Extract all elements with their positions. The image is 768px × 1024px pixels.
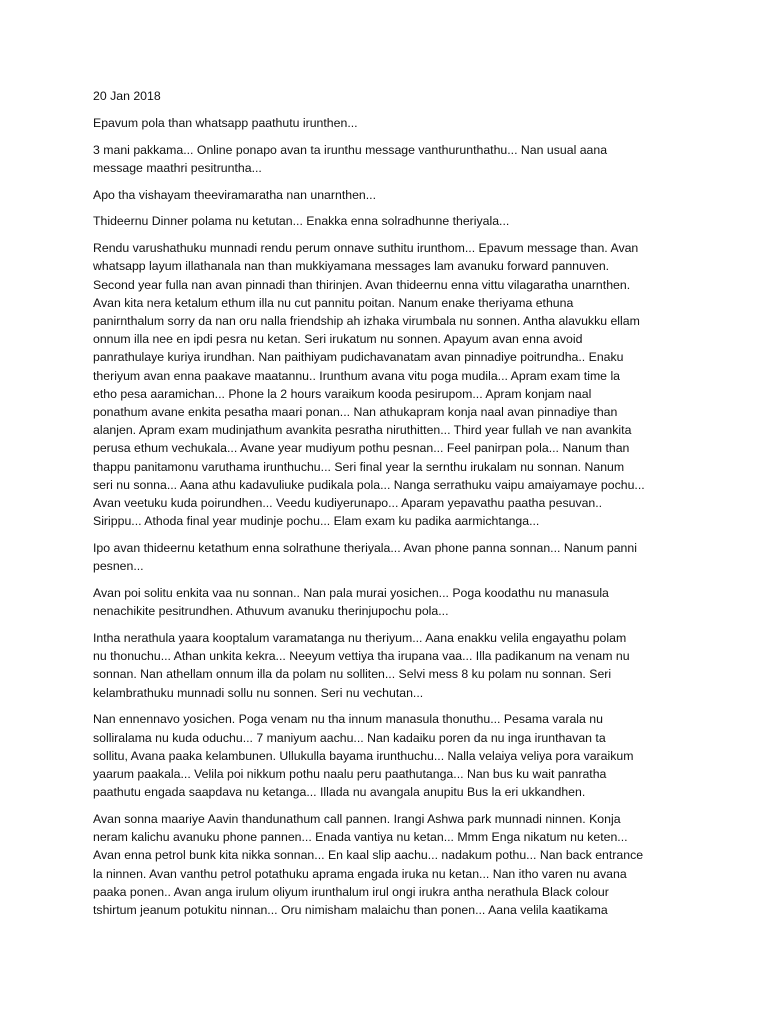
paragraph-7: Avan poi solitu enkita vaa nu sonnan.. Nan pala murai yosichen... Poga koodathu nu manasula nenachikite pesitrundhen. Athuvum avanuku therinjupochu pola... — [93, 586, 609, 619]
paragraph-4: Thideernu Dinner polama nu ketutan... Enakka enna solradhunne theriyala... — [93, 214, 510, 229]
paragraph-2: 3 mani pakkama... Online ponapo avan ta irunthu message vanthurunthathu... Nan usual aana message maathri pesitruntha... — [93, 142, 608, 175]
paragraph-1: Epavum pola than whatsapp paathutu irunthen... — [93, 115, 358, 130]
paragraph-6: Ipo avan thideernu ketathum enna solrathune theriyala... Avan phone panna sonnan... Nanum panni pesnen... — [93, 541, 637, 574]
paragraph-9: Nan ennennavo yosichen. Poga venam nu tha innum manasula thonuthu... Pesama varala nu solliralama nu kuda oduchu... 7 maniyum aachu... Nan kadaiku poren da nu inga irunthavan ta sollitu, Avana paaka kelambunen. Ullukulla bayama irunthuchu... Nalla velaiya veliya pora varaikum yaarum paakala... Velila poi nikkum pothu naalu peru paathutanga... Nan bus ku wait panratha paathutu engada saapdava nu ketanga... Illada nu avangala anupitu Bus la eri ukkandhen. — [93, 712, 634, 800]
document-date: 20 Jan 2018 — [93, 89, 161, 103]
document-page — [93, 87, 681, 928]
paragraph-8: Intha nerathula yaara kooptalum varamatanga nu theriyum... Aana enakku velila engayathu polam nu thonuchu... Athan unkita kekra... Neeyum vettiya tha irupana vaa... Illa padikanum na venam nu sonnan. Nan athellam onnum illa da polam nu solliten... Selvi mess 8 ku polam nu sonnan. Seri kelambrathuku munnadi sollu nu sonnen. Seri nu vechutan... — [93, 631, 630, 700]
paragraph-5: Rendu varushathuku munnadi rendu perum onnave suthitu irunthom... Epavum message than. Avan whatsapp layum illathanala nan than mukkiyamana messages lam avanuku forward pannuven. Second year fulla nan avan pinnadi than thirinjen. Avan thideernu enna vittu vilagaratha unarnthen. Avan kita nera ketalum ethum illa nu cut pannitu poitan. Nanum enake theriyama ethuna panirnthalum sorry da nan oru nalla friendship ah izhaka virumbala nu sonnen. Antha alavukku ellam onnum illa nee en ipdi pesra nu ketan. Seri irukatum nu sonnen. Apayum avan enna avoid panrathulaye kuriya irundhan. Nan paithiyam pudichavanatam avan pinnadiye poitrundha.. Enaku theriyum avan enna paakave maatannu.. Irunthum avana vitu poga mudila... Apram exam time la etho pesa aaramichan... Phone la 2 hours varaikum kooda pesirupom... Apram konjam naal ponathum avane enkita pesatha maari ponan... Nan athukapram konja naal avan pinnadiye than alanjen. Apram exam mudinjathum avankita pesratha niruthitten... Third year fullah ve nan avankita perusa ethum vechukala... Avane year mudiyum pothu pesnan... Feel panirpan pola... Nanum than thappu panitamonu varuthama irunthuchu... Seri final year la sernthu irukalam nu sonnan. Nanum seri nu sonna... Aana athu kadavuliuke pudikala pola... Nanga serrathuku vaipu amaiyamaye pochu... Avan veetuku kuda poirundhen... Veedu kudiyerunapo... Aparam yepavathu paatha pesuvan.. Sirippu... Athoda final year mudinje pochu... Elam exam ku padika aarmichtanga... — [93, 241, 645, 529]
paragraph-3: Apo tha vishayam theeviramaratha nan unarnthen... — [93, 187, 377, 202]
paragraph-10: Avan sonna maariye Aavin thandunathum call pannen. Irangi Ashwa park munnadi ninnen. Konja neram kalichu avanuku phone pannen... Enada vantiya nu ketan... Mmm Enga nikatum nu keten... Avan enna petrol bunk kita nikka sonnan... En kaal slip aachu... nadakum pothu... Nan back entrance la ninnen. Avan vanthu petrol potathuku aprama engada iruka nu ketan... Nan itho varen nu avana paaka ponen.. Avan anga irulum oliyum irunthalum irul ongi irukra antha nerathula Black colour tshirtum jeanum potukitu ninnan... Oru nimisham malaichu than ponen... Aana velila kaatikama — [93, 812, 644, 918]
